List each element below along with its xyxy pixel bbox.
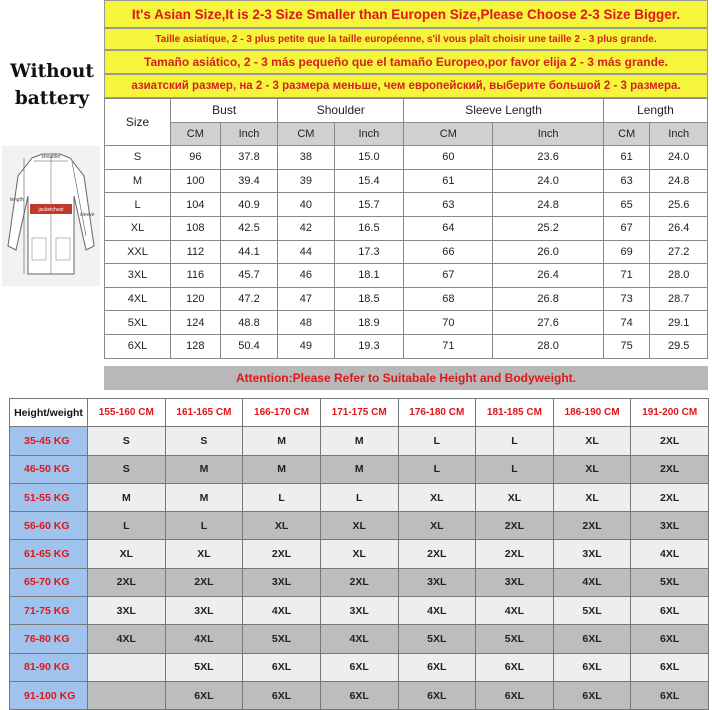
weight-row xyxy=(10,653,709,681)
recommended-size-cell: 3XL xyxy=(165,597,243,625)
measurement-cell: 108 xyxy=(171,216,221,240)
recommended-size-cell: M xyxy=(88,483,166,511)
measurement-cell: 28.7 xyxy=(650,287,708,311)
without-label-line1: Without xyxy=(10,61,94,82)
shoulder-header: Shoulder xyxy=(278,99,404,123)
recommended-size-cell: M xyxy=(320,427,398,455)
recommended-size-cell: 4XL xyxy=(553,568,631,596)
weight-row xyxy=(10,568,709,596)
size-row xyxy=(105,216,708,240)
height-range-header: 176-180 CM xyxy=(398,399,476,427)
measurement-cell: 63 xyxy=(603,169,650,193)
height-range-header: 155-160 CM xyxy=(88,399,166,427)
recommended-size-cell: 2XL xyxy=(398,540,476,568)
measurement-cell: 24.8 xyxy=(493,193,603,217)
height-range-header: 171-175 CM xyxy=(320,399,398,427)
recommended-size-cell: 2XL xyxy=(243,540,321,568)
measurement-cell: 29.5 xyxy=(650,334,708,358)
size-row xyxy=(105,193,708,217)
recommended-size-cell: 3XL xyxy=(476,568,554,596)
banner-spanish: Tamaño asiático, 2 - 3 más pequeño que el tamaño Europeo,por favor elija 2 - 3 más grande. xyxy=(104,50,708,74)
recommended-size-cell: 2XL xyxy=(631,427,709,455)
size-row xyxy=(105,264,708,288)
recommended-size-cell: M xyxy=(243,427,321,455)
weight-range-cell: 71-75 KG xyxy=(10,597,88,625)
banner-french: Taille asiatique, 2 - 3 plus petite que la taille européenne, s'il vous plaît choisir une taille 2 - 3 plus grande. xyxy=(104,28,708,50)
measurement-cell: 70 xyxy=(404,311,493,335)
recommended-size-cell: 5XL xyxy=(398,625,476,653)
measurement-cell: 15.4 xyxy=(334,169,404,193)
recommended-size-cell: 3XL xyxy=(320,597,398,625)
recommended-size-cell: XL xyxy=(243,512,321,540)
recommended-size-cell: 6XL xyxy=(320,653,398,681)
jacket-diagram-icon xyxy=(2,146,100,286)
attention-note: Attention:Please Refer to Suitabale Height and Bodyweight. xyxy=(104,366,708,390)
measurement-cell: 63 xyxy=(404,193,493,217)
weight-row xyxy=(10,597,709,625)
measurement-cell: 61 xyxy=(603,146,650,170)
recommended-size-cell xyxy=(88,653,166,681)
weight-row xyxy=(10,625,709,653)
recommended-size-cell: 4XL xyxy=(88,625,166,653)
measurement-cell: 17.3 xyxy=(334,240,404,264)
unit-cell: CM xyxy=(603,122,650,146)
height-range-header: 191-200 CM xyxy=(631,399,709,427)
measurement-cell: 75 xyxy=(603,334,650,358)
height-weight-table xyxy=(9,398,709,710)
recommended-size-cell: XL xyxy=(476,483,554,511)
measurement-cell: 27.2 xyxy=(650,240,708,264)
measurement-cell: 42 xyxy=(278,216,334,240)
measurement-cell: 120 xyxy=(171,287,221,311)
measurement-cell: 18.1 xyxy=(334,264,404,288)
recommended-size-cell: 6XL xyxy=(631,681,709,709)
size-row xyxy=(105,240,708,264)
measurement-cell: 18.9 xyxy=(334,311,404,335)
size-label-cell: 5XL xyxy=(105,311,171,335)
unit-cell: CM xyxy=(278,122,334,146)
measurement-cell: 26.4 xyxy=(650,216,708,240)
height-range-header: 166-170 CM xyxy=(243,399,321,427)
measurement-cell: 42.5 xyxy=(220,216,278,240)
measurement-cell: 15.0 xyxy=(334,146,404,170)
measurement-cell: 65 xyxy=(603,193,650,217)
recommended-size-cell: XL xyxy=(88,540,166,568)
recommended-size-cell: 6XL xyxy=(631,653,709,681)
height-range-header: 181-185 CM xyxy=(476,399,554,427)
diagram-shoulder-label: shoulder xyxy=(41,154,61,160)
measurement-cell: 15.7 xyxy=(334,193,404,217)
recommended-size-cell: 4XL xyxy=(243,597,321,625)
recommended-size-cell: 6XL xyxy=(553,625,631,653)
size-label-cell: L xyxy=(105,193,171,217)
bust-header: Bust xyxy=(171,99,278,123)
recommended-size-cell: L xyxy=(320,483,398,511)
measurement-cell: 50.4 xyxy=(220,334,278,358)
recommended-size-cell: 2XL xyxy=(476,512,554,540)
measurement-cell: 24.0 xyxy=(493,169,603,193)
recommended-size-cell: XL xyxy=(553,427,631,455)
recommended-size-cell: 5XL xyxy=(553,597,631,625)
weight-range-cell: 46-50 KG xyxy=(10,455,88,483)
measurement-cell: 26.4 xyxy=(493,264,603,288)
measurement-cell: 24.8 xyxy=(650,169,708,193)
height-range-header: 161-165 CM xyxy=(165,399,243,427)
recommended-size-cell: L xyxy=(165,512,243,540)
measurement-cell: 44 xyxy=(278,240,334,264)
recommended-size-cell: 3XL xyxy=(631,512,709,540)
weight-row xyxy=(10,483,709,511)
recommended-size-cell: 2XL xyxy=(631,483,709,511)
recommended-size-cell: L xyxy=(398,455,476,483)
recommended-size-cell: L xyxy=(243,483,321,511)
measurement-cell: 26.8 xyxy=(493,287,603,311)
recommended-size-cell: M xyxy=(165,483,243,511)
measurement-cell: 116 xyxy=(171,264,221,288)
measurement-cell: 48.8 xyxy=(220,311,278,335)
recommended-size-cell: 2XL xyxy=(165,568,243,596)
weight-range-cell: 76-80 KG xyxy=(10,625,88,653)
unit-row xyxy=(105,122,708,146)
recommended-size-cell: S xyxy=(165,427,243,455)
recommended-size-cell: 6XL xyxy=(553,681,631,709)
measurement-cell: 61 xyxy=(404,169,493,193)
weight-range-cell: 35-45 KG xyxy=(10,427,88,455)
unit-cell: Inch xyxy=(220,122,278,146)
size-row xyxy=(105,334,708,358)
size-row xyxy=(105,287,708,311)
measurement-cell: 128 xyxy=(171,334,221,358)
weight-row xyxy=(10,427,709,455)
height-weight-corner: Height/weight xyxy=(10,399,88,427)
measurement-cell: 67 xyxy=(603,216,650,240)
height-header-row xyxy=(10,399,709,427)
recommended-size-cell: 6XL xyxy=(631,625,709,653)
measurement-cell: 48 xyxy=(278,311,334,335)
recommended-size-cell: 6XL xyxy=(476,653,554,681)
measurement-cell: 67 xyxy=(404,264,493,288)
recommended-size-cell: XL xyxy=(320,512,398,540)
recommended-size-cell: 6XL xyxy=(243,681,321,709)
sleeve-header: Sleeve Length xyxy=(404,99,604,123)
recommended-size-cell: 5XL xyxy=(476,625,554,653)
unit-cell: CM xyxy=(171,122,221,146)
recommended-size-cell: XL xyxy=(398,483,476,511)
size-row xyxy=(105,311,708,335)
measurement-cell: 26.0 xyxy=(493,240,603,264)
recommended-size-cell: XL xyxy=(320,540,398,568)
measurement-cell: 74 xyxy=(603,311,650,335)
measurement-cell: 18.5 xyxy=(334,287,404,311)
banner-english: It's Asian Size,It is 2-3 Size Smaller than Europen Size,Please Choose 2-3 Size Bigger. xyxy=(104,0,708,28)
measurement-cell: 39 xyxy=(278,169,334,193)
measurement-cell: 104 xyxy=(171,193,221,217)
size-label-cell: XL xyxy=(105,216,171,240)
measurement-cell: 112 xyxy=(171,240,221,264)
measurement-cell: 40 xyxy=(278,193,334,217)
measurement-cell: 25.6 xyxy=(650,193,708,217)
recommended-size-cell: 2XL xyxy=(631,455,709,483)
weight-range-cell: 81-90 KG xyxy=(10,653,88,681)
recommended-size-cell: 5XL xyxy=(243,625,321,653)
recommended-size-cell: 4XL xyxy=(165,625,243,653)
height-range-header: 186-190 CM xyxy=(553,399,631,427)
size-chart-table xyxy=(104,98,708,359)
recommended-size-cell: XL xyxy=(553,455,631,483)
unit-cell: Inch xyxy=(493,122,603,146)
measurement-cell: 44.1 xyxy=(220,240,278,264)
measurement-cell: 47 xyxy=(278,287,334,311)
weight-row xyxy=(10,681,709,709)
measurement-cell: 71 xyxy=(603,264,650,288)
recommended-size-cell: S xyxy=(88,455,166,483)
measurement-cell: 100 xyxy=(171,169,221,193)
recommended-size-cell: M xyxy=(320,455,398,483)
diagram-length-label: length xyxy=(10,197,24,203)
weight-row xyxy=(10,540,709,568)
banner-russian: азиатский размер, на 2 - 3 размера меньше, чем европейский, выберите большой 2 - 3 размера. xyxy=(104,74,708,98)
recommended-size-cell: 4XL xyxy=(320,625,398,653)
recommended-size-cell: M xyxy=(165,455,243,483)
measurement-cell: 27.6 xyxy=(493,311,603,335)
recommended-size-cell: L xyxy=(398,427,476,455)
recommended-size-cell: L xyxy=(88,512,166,540)
recommended-size-cell: XL xyxy=(553,483,631,511)
recommended-size-cell: S xyxy=(88,427,166,455)
weight-row xyxy=(10,455,709,483)
weight-range-cell: 61-65 KG xyxy=(10,540,88,568)
recommended-size-cell: 2XL xyxy=(553,512,631,540)
measurement-cell: 39.4 xyxy=(220,169,278,193)
measurement-cell: 60 xyxy=(404,146,493,170)
recommended-size-cell: XL xyxy=(398,512,476,540)
measurement-cell: 19.3 xyxy=(334,334,404,358)
recommended-size-cell: 4XL xyxy=(631,540,709,568)
measurement-cell: 23.6 xyxy=(493,146,603,170)
measurement-cell: 28.0 xyxy=(493,334,603,358)
size-label-cell: 6XL xyxy=(105,334,171,358)
recommended-size-cell: L xyxy=(476,455,554,483)
recommended-size-cell: 4XL xyxy=(398,597,476,625)
unit-cell: Inch xyxy=(334,122,404,146)
measurement-cell: 66 xyxy=(404,240,493,264)
recommended-size-cell: 6XL xyxy=(165,681,243,709)
size-label-cell: M xyxy=(105,169,171,193)
recommended-size-cell: M xyxy=(243,455,321,483)
measurement-cell: 47.2 xyxy=(220,287,278,311)
recommended-size-cell: 2XL xyxy=(320,568,398,596)
size-header-row xyxy=(105,99,708,123)
weight-range-cell: 56-60 KG xyxy=(10,512,88,540)
measurement-cell: 49 xyxy=(278,334,334,358)
recommended-size-cell: 4XL xyxy=(476,597,554,625)
measurement-cell: 45.7 xyxy=(220,264,278,288)
recommended-size-cell: 6XL xyxy=(320,681,398,709)
measurement-cell: 64 xyxy=(404,216,493,240)
recommended-size-cell: 2XL xyxy=(476,540,554,568)
recommended-size-cell xyxy=(88,681,166,709)
weight-range-cell: 91-100 KG xyxy=(10,681,88,709)
recommended-size-cell: XL xyxy=(165,540,243,568)
recommended-size-cell: 6XL xyxy=(398,653,476,681)
measurement-cell: 24.0 xyxy=(650,146,708,170)
recommended-size-cell: 3XL xyxy=(398,568,476,596)
weight-range-cell: 65-70 KG xyxy=(10,568,88,596)
measurement-cell: 96 xyxy=(171,146,221,170)
unit-cell: Inch xyxy=(650,122,708,146)
measurement-cell: 38 xyxy=(278,146,334,170)
size-label-cell: XXL xyxy=(105,240,171,264)
length-header: Length xyxy=(603,99,707,123)
measurement-cell: 25.2 xyxy=(493,216,603,240)
size-label-cell: S xyxy=(105,146,171,170)
recommended-size-cell: 3XL xyxy=(243,568,321,596)
unit-cell: CM xyxy=(404,122,493,146)
size-label-cell: 3XL xyxy=(105,264,171,288)
size-row xyxy=(105,169,708,193)
without-label-line2: battery xyxy=(14,88,90,109)
size-row xyxy=(105,146,708,170)
recommended-size-cell: 6XL xyxy=(243,653,321,681)
diagram-sleeve-label: sleeve xyxy=(80,212,95,218)
measurement-cell: 16.5 xyxy=(334,216,404,240)
recommended-size-cell: 3XL xyxy=(88,597,166,625)
measurement-cell: 124 xyxy=(171,311,221,335)
measurement-cell: 71 xyxy=(404,334,493,358)
measurement-cell: 37.8 xyxy=(220,146,278,170)
measurement-cell: 40.9 xyxy=(220,193,278,217)
diagram-chest-label: jacketchest xyxy=(38,207,64,213)
recommended-size-cell: L xyxy=(476,427,554,455)
measurement-cell: 68 xyxy=(404,287,493,311)
measurement-cell: 46 xyxy=(278,264,334,288)
recommended-size-cell: 2XL xyxy=(88,568,166,596)
recommended-size-cell: 6XL xyxy=(553,653,631,681)
size-label-cell: 4XL xyxy=(105,287,171,311)
measurement-cell: 69 xyxy=(603,240,650,264)
weight-row xyxy=(10,512,709,540)
measurement-cell: 29.1 xyxy=(650,311,708,335)
measurement-cell: 28.0 xyxy=(650,264,708,288)
recommended-size-cell: 3XL xyxy=(553,540,631,568)
recommended-size-cell: 5XL xyxy=(631,568,709,596)
without-battery-label xyxy=(4,58,100,112)
size-header: Size xyxy=(105,99,171,146)
recommended-size-cell: 6XL xyxy=(398,681,476,709)
recommended-size-cell: 6XL xyxy=(631,597,709,625)
recommended-size-cell: 6XL xyxy=(476,681,554,709)
weight-range-cell: 51-55 KG xyxy=(10,483,88,511)
recommended-size-cell: 5XL xyxy=(165,653,243,681)
measurement-cell: 73 xyxy=(603,287,650,311)
